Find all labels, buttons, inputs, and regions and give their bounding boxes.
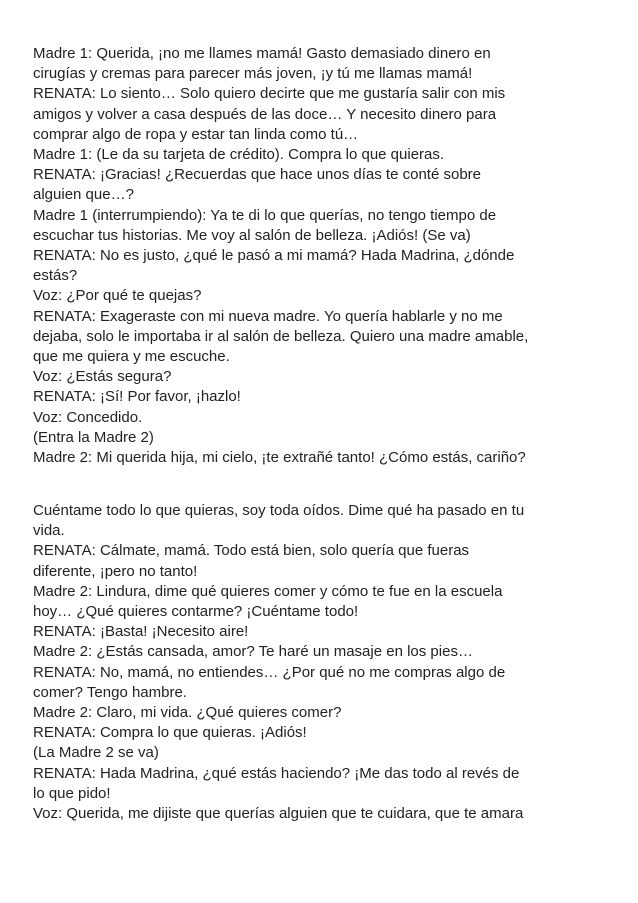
- text-line: alguien que…?: [33, 186, 134, 204]
- text-line: comer? Tengo hambre.: [33, 683, 187, 701]
- text-line: Cuéntame todo lo que quieras, soy toda oídos. Dime qué ha pasado en tu: [33, 502, 525, 519]
- text-line: diferente, ¡pero no tanto!: [33, 562, 198, 580]
- text-line: RENATA: Hada Madrina, ¿qué estás haciendo? ¡Me das todo al revés de: [33, 764, 520, 782]
- text-line: RENATA: ¡Sí! Por favor, ¡hazlo!: [33, 388, 241, 406]
- text-line: RENATA: Lo siento… Solo quiero decirte que me gustaría salir con mis: [33, 85, 506, 103]
- text-line: RENATA: Exageraste con mi nueva madre. Yo quería hablarle y no me: [33, 307, 503, 325]
- text-line: RENATA: No es justo, ¿qué le pasó a mi mamá? Hada Madrina, ¿dónde: [33, 247, 515, 265]
- text-line: RENATA: Cálmate, mamá. Todo está bien, solo quería que fueras: [33, 542, 470, 560]
- text-line: comprar algo de ropa y estar tan linda como tú…: [33, 125, 359, 143]
- text-line: Madre 1: (Le da su tarjeta de crédito). Compra lo que quieras.: [33, 146, 445, 164]
- text-line: Madre 1 (interrumpiendo): Ya te di lo que querías, no tengo tiempo de: [33, 206, 497, 224]
- text-line: Madre 1: Querida, ¡no me llames mamá! Gasto demasiado dinero en: [33, 45, 491, 62]
- text-line: estás?: [33, 267, 78, 285]
- text-line: Voz: Querida, me dijiste que querías alguien que te cuidara, que te amara: [33, 805, 524, 823]
- text-line: (La Madre 2 se va): [33, 744, 159, 762]
- text-line: Madre 2: ¿Estás cansada, amor? Te haré un masaje en los pies…: [33, 643, 473, 661]
- text-line: Madre 2: Claro, mi vida. ¿Qué quieres comer?: [33, 704, 342, 722]
- text-line: escuchar tus historias. Me voy al salón de belleza. ¡Adiós! (Se va): [33, 226, 471, 244]
- text-line: Voz: ¿Estás segura?: [33, 368, 172, 386]
- text-line: hoy… ¿Qué quieres contarme? ¡Cuéntame todo!: [33, 603, 359, 621]
- text-line: Madre 2: Lindura, dime qué quieres comer y cómo te fue en la escuela: [33, 582, 503, 600]
- text-line: (Entra la Madre 2): [33, 428, 154, 446]
- text-line: RENATA: Compra lo que quieras. ¡Adiós!: [33, 724, 307, 742]
- text-line: amigos y volver a casa después de las doce… Y necesito dinero para: [33, 105, 497, 123]
- text-line: Voz: Concedido.: [33, 408, 143, 426]
- text-line: RENATA: ¡Basta! ¡Necesito aire!: [33, 623, 249, 641]
- dialogue-block-1: [33, 44, 605, 468]
- text-line: RENATA: ¡Gracias! ¿Recuerdas que hace unos días te conté sobre: [33, 166, 481, 184]
- text-line: Voz: ¿Por qué te quejas?: [33, 287, 202, 305]
- text-line: dejaba, solo le importaba ir al salón de belleza. Quiero una madre amable,: [33, 327, 529, 345]
- text-line: vida.: [33, 522, 65, 540]
- text-line: RENATA: No, mamá, no entiendes… ¿Por qué no me compras algo de: [33, 663, 506, 681]
- text-line: cirugías y cremas para parecer más joven, ¡y tú me llamas mamá!: [33, 65, 473, 83]
- dialogue-block-2: [33, 501, 605, 824]
- text-line: que me quiera y me escuche.: [33, 348, 230, 366]
- text-line: lo que pido!: [33, 784, 111, 802]
- text-line: Madre 2: Mi querida hija, mi cielo, ¡te extrañé tanto! ¿Cómo estás, cariño?: [33, 449, 526, 467]
